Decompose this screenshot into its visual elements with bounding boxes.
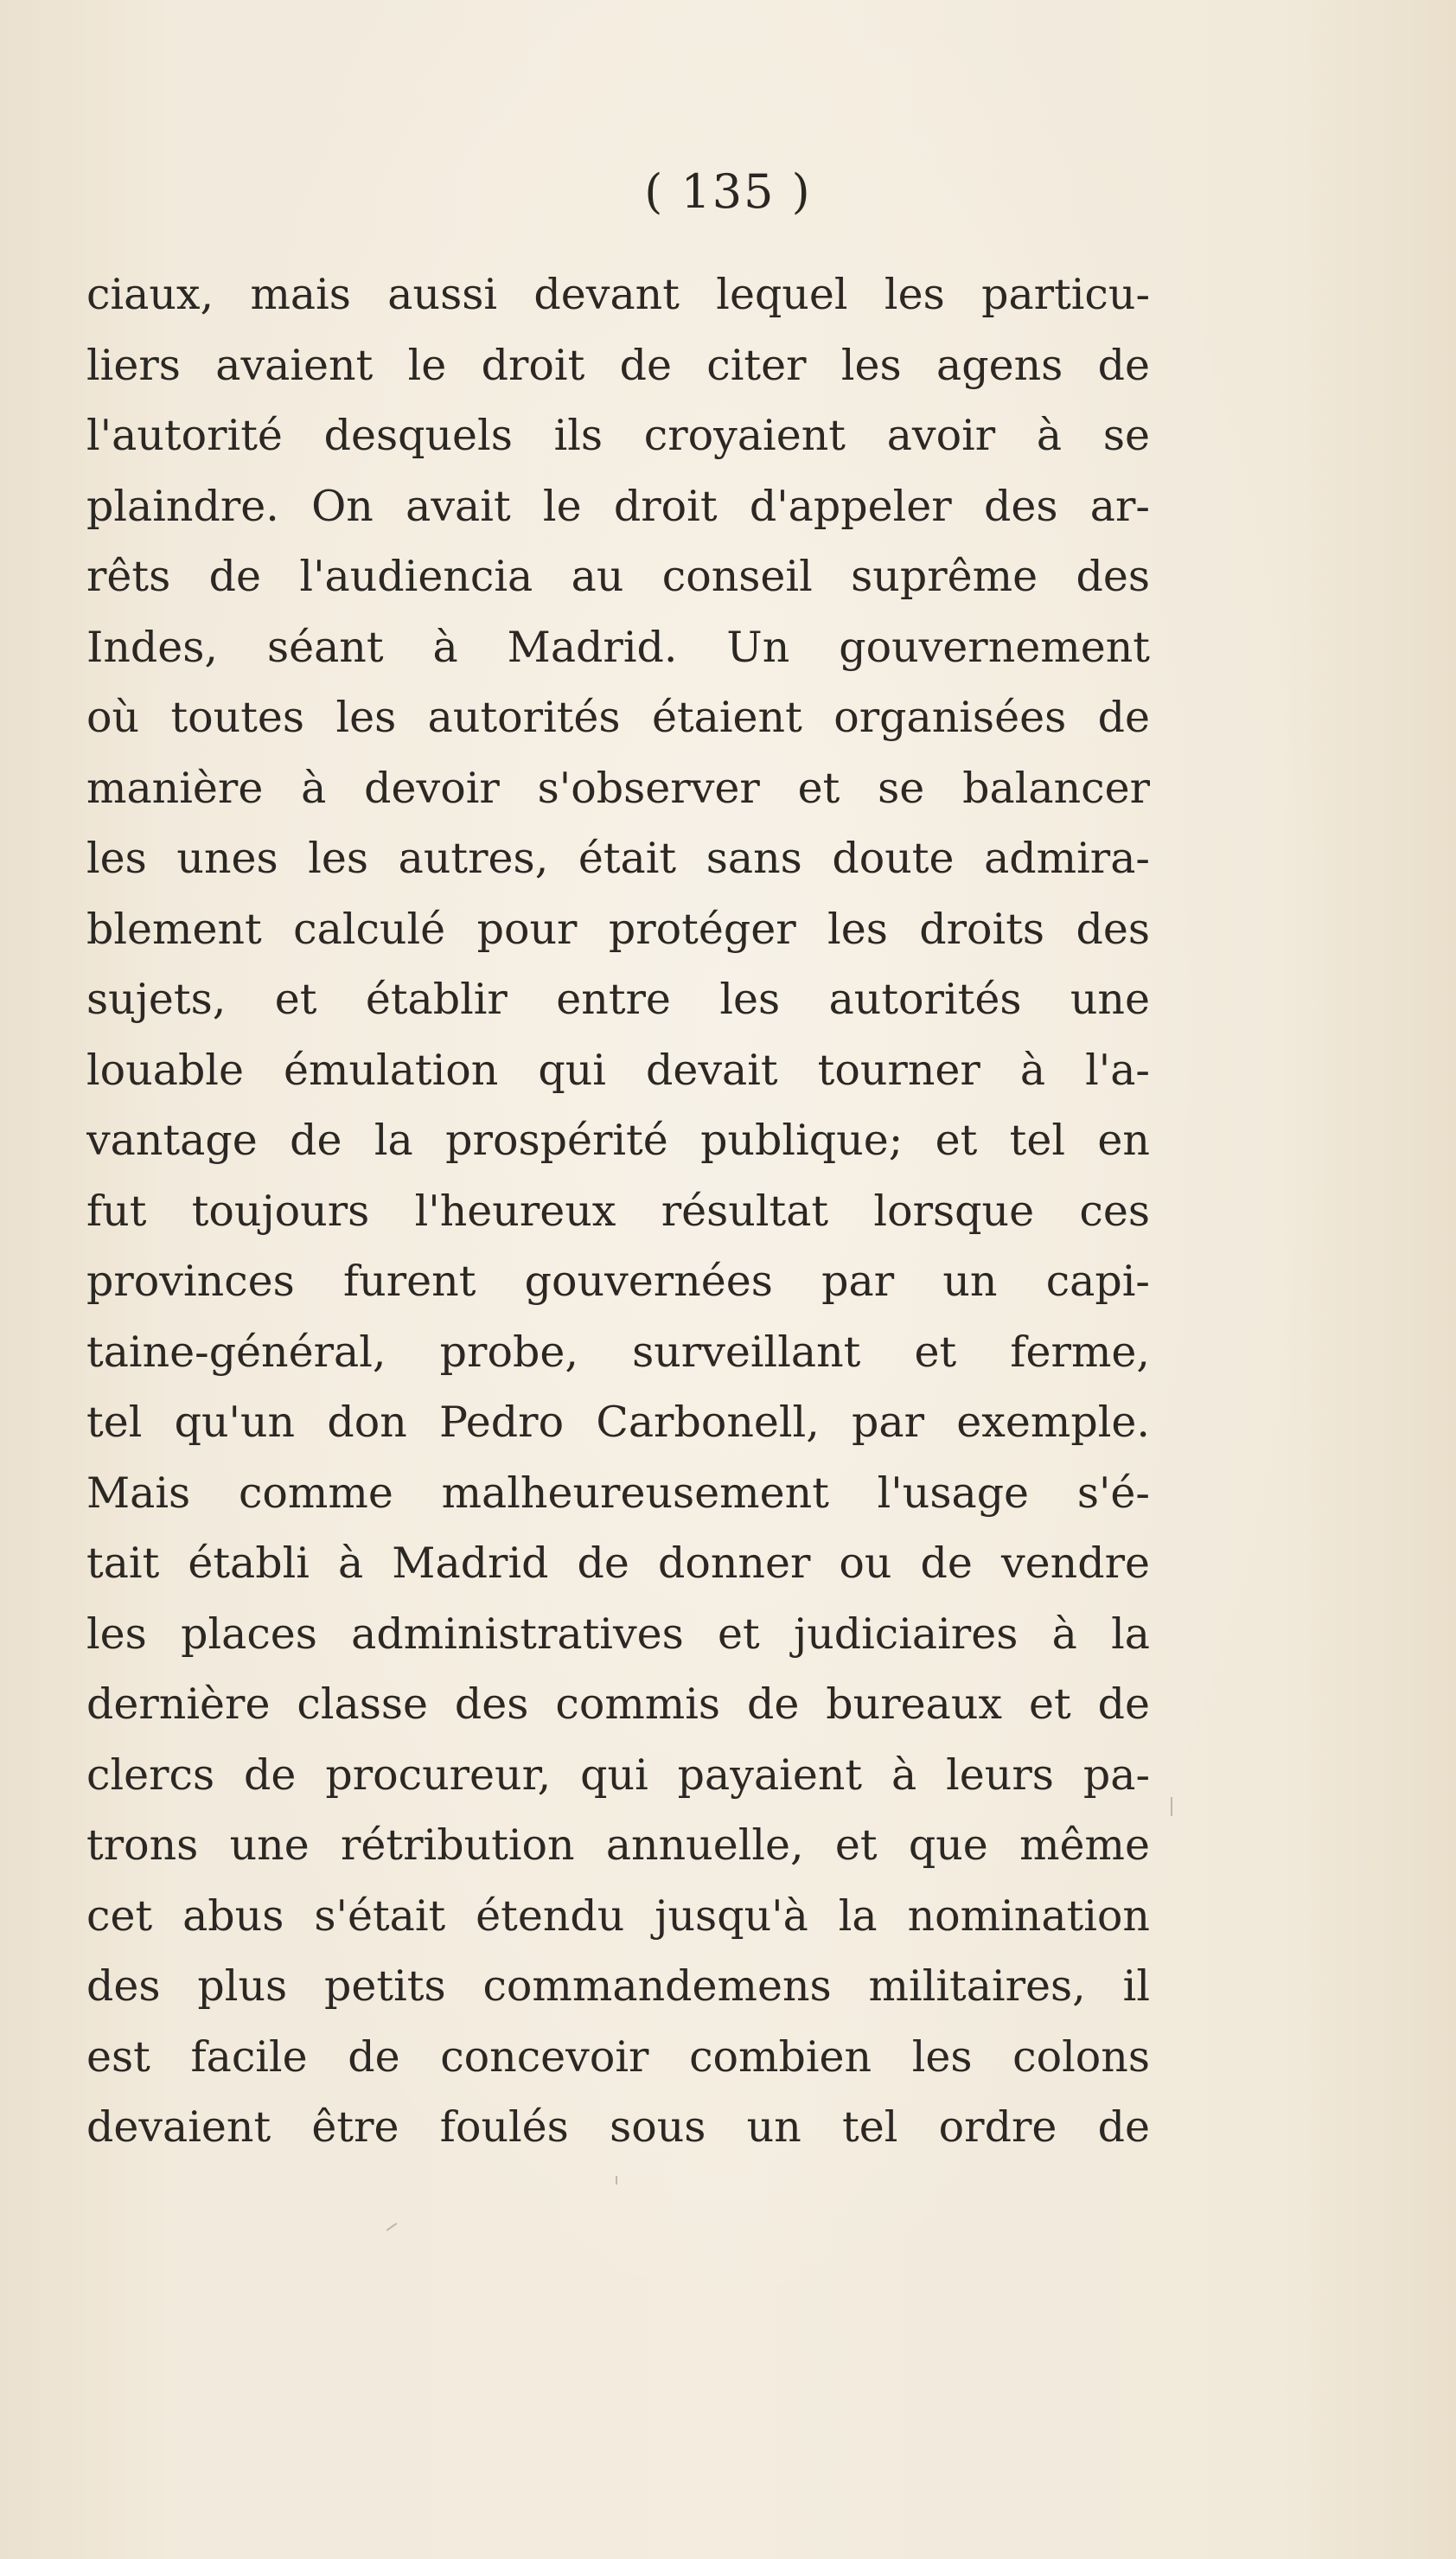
text-line: Indes, séant à Madrid. Un gouvernement <box>86 622 1150 672</box>
paper-speck <box>1171 1797 1172 1816</box>
text-line: l'autorité desquels ils croyaient avoir à se <box>86 411 1150 460</box>
text-line: les places administratives et judiciaires à la <box>86 1609 1150 1659</box>
text-line: manière à devoir s'observer et se balancer <box>86 763 1150 813</box>
text-line: louable émulation qui devait tourner à l'a- <box>86 1045 1150 1095</box>
text-line: provinces furent gouvernées par un capi- <box>86 1257 1150 1306</box>
body-text <box>86 259 1150 2163</box>
text-line: blement calculé pour protéger les droits des <box>86 904 1150 954</box>
text-line: rêts de l'audiencia au conseil suprême des <box>86 552 1150 601</box>
text-line: clercs de procureur, qui payaient à leurs pa- <box>86 1750 1150 1800</box>
text-line: vantage de la prospérité publique; et tel en <box>86 1116 1150 1165</box>
text-line: trons une rétribution annuelle, et que même <box>86 1820 1150 1870</box>
text-line: sujets, et établir entre les autorités une <box>86 975 1150 1024</box>
text-line: plaindre. On avait le droit d'appeler des ar- <box>86 481 1150 531</box>
text-line: liers avaient le droit de citer les agens de <box>86 340 1150 390</box>
paper-speck <box>616 2176 617 2185</box>
text-line: tait établi à Madrid de donner ou de vendre <box>86 1539 1150 1588</box>
text-line: dernière classe des commis de bureaux et de <box>86 1679 1150 1729</box>
text-line: taine-général, probe, surveillant et ferme, <box>86 1327 1150 1377</box>
text-line: Mais comme malheureusement l'usage s'é- <box>86 1468 1150 1518</box>
text-line: fut toujours l'heureux résultat lorsque ces <box>86 1186 1150 1236</box>
text-line: cet abus s'était étendu jusqu'à la nomination <box>86 1890 1150 1941</box>
page-number: ( 135 ) <box>644 164 812 219</box>
paper-speck <box>386 2223 398 2231</box>
text-line: devaient être foulés sous un tel ordre de <box>86 2102 1150 2152</box>
text-line: ciaux, mais aussi devant lequel les particu- <box>86 270 1150 319</box>
text-line: les unes les autres, était sans doute admira- <box>86 834 1150 883</box>
text-line: est facile de concevoir combien les colons <box>86 2031 1150 2082</box>
text-line: tel qu'un don Pedro Carbonell, par exemple. <box>86 1398 1150 1447</box>
text-line: où toutes les autorités étaient organisées de <box>86 693 1150 742</box>
text-line: des plus petits commandemens militaires, il <box>86 1961 1150 2011</box>
